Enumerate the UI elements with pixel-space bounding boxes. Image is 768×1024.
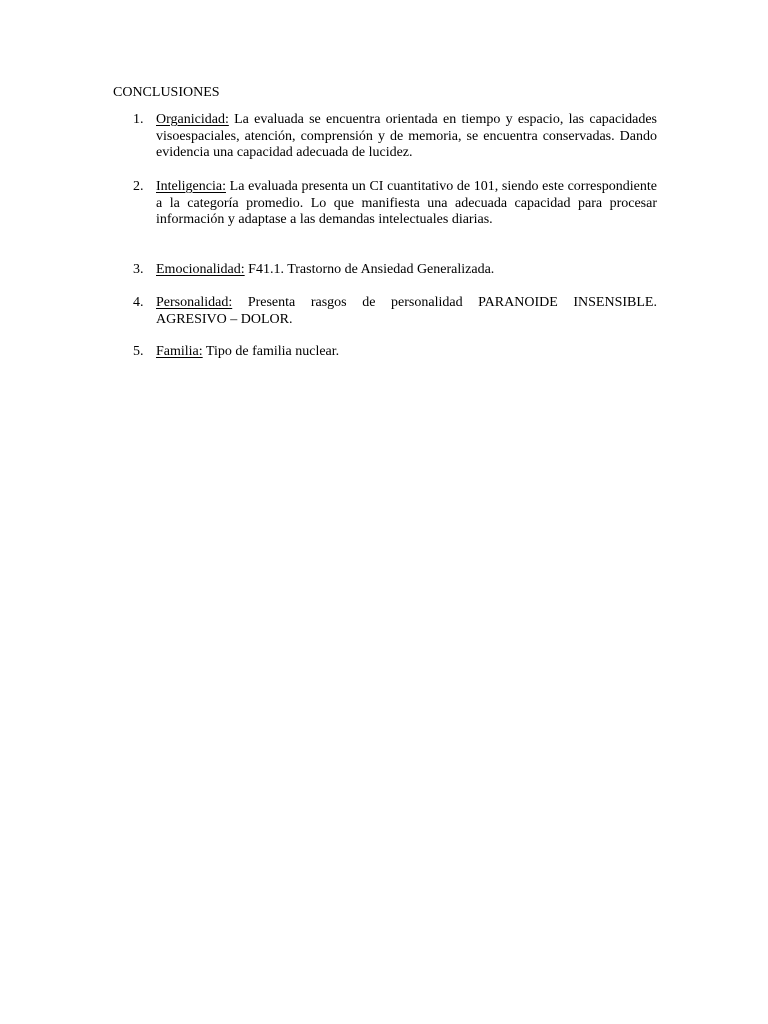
list-item-number: 4. xyxy=(133,295,144,310)
list-item-number: 5. xyxy=(133,344,144,359)
list-item-body xyxy=(156,344,657,361)
list-item-text: La evaluada presenta un CI cuantitativo de 101, siendo este correspondiente a la categoría promedio. Lo que manifiesta una adecuada capacidad para procesar información y adaptase a las demandas intelectuales diarias. xyxy=(156,179,657,227)
list-item-body xyxy=(156,262,657,279)
list-item-label: Emocionalidad: xyxy=(156,262,245,277)
list-item-emocionalidad xyxy=(113,262,657,279)
list-item-label: Inteligencia: xyxy=(156,179,226,194)
page-title: CONCLUSIONES xyxy=(113,85,220,100)
list-item-body xyxy=(156,295,657,328)
list-item-inteligencia xyxy=(113,179,657,229)
list-item-text: La evaluada se encuentra orientada en tiempo y espacio, las capacidades visoespaciales, atención, comprensión y de memoria, se encuentra conservadas. Dando evidencia una capacidad adecuada de lucidez. xyxy=(156,112,657,160)
list-item-label: Organicidad: xyxy=(156,112,229,127)
list-item-organicidad xyxy=(113,112,657,162)
list-item-text: Presenta rasgos de personalidad PARANOIDE INSENSIBLE. AGRESIVO – DOLOR. xyxy=(156,295,657,327)
list-item-label: Familia: xyxy=(156,344,203,359)
list-item-text: F41.1. Trastorno de Ansiedad Generalizada. xyxy=(244,262,495,277)
list-item-personalidad xyxy=(113,295,657,328)
list-item-familia xyxy=(113,344,657,361)
list-item-body xyxy=(156,179,657,229)
list-item-body xyxy=(156,112,657,162)
list-item-number: 1. xyxy=(133,112,144,127)
list-item-label: Personalidad: xyxy=(156,295,233,310)
list-item-text: Tipo de familia nuclear. xyxy=(202,344,340,359)
list-item-number: 3. xyxy=(133,262,144,277)
list-item-number: 2. xyxy=(133,179,144,194)
